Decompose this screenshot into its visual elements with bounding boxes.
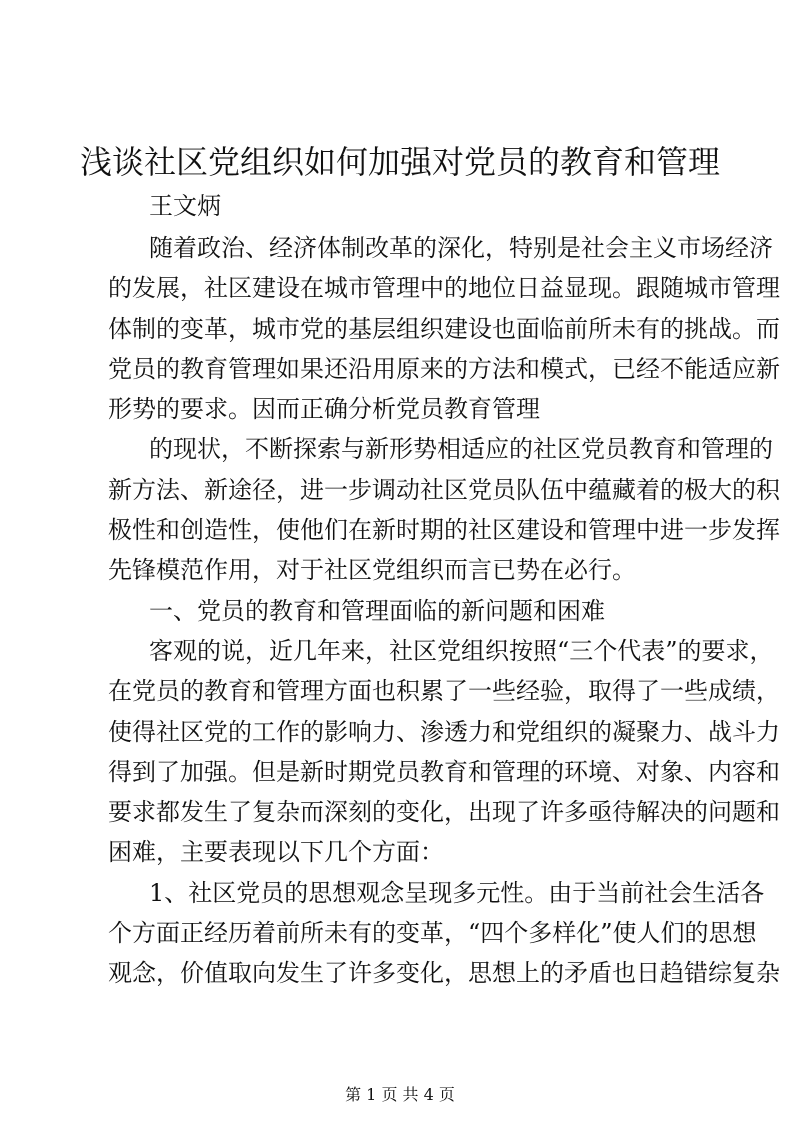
paragraph-line: 先锋模范作用，对于社区党组织而言已势在必行。: [108, 556, 636, 585]
paragraph-line: 形势的要求。因而正确分析党员教育管理: [108, 395, 540, 424]
paragraph-line: 困难，主要表现以下几个方面：: [108, 838, 444, 867]
paragraph-line: 的发展，社区建设在城市管理中的地位日益显现。跟随城市管理: [108, 274, 780, 303]
paragraph-line: 个方面正经历着前所未有的变革，“四个多样化”使人们的思想: [108, 919, 757, 948]
paragraph-line: 随着政治、经济体制改革的深化，特别是社会主义市场经济: [149, 234, 773, 262]
paragraph-line: 使得社区党的工作的影响力、渗透力和党组织的凝聚力、战斗力: [108, 717, 780, 746]
paragraph-line: 要求都发生了复杂而深刻的变化，出现了许多亟待解决的问题和: [108, 798, 780, 827]
paragraph-line: 得到了加强。但是新时期党员教育和管理的环境、对象、内容和: [108, 757, 780, 786]
paragraph-line: 党员的教育管理如果还沿用原来的方法和模式，已经不能适应新: [108, 354, 780, 383]
paragraph-line: 客观的说，近几年来，社区党组织按照“三个代表”的要求，: [149, 636, 774, 665]
paragraph-line: 的现状，不断探索与新形势相适应的社区党员教育和管理的: [149, 435, 773, 464]
paragraph-line: 新方法、新途径，进一步调动社区党员队伍中蕴藏着的极大的积: [108, 475, 780, 504]
paragraph-line: 极性和创造性，使他们在新时期的社区建设和管理中进一步发挥: [108, 516, 780, 545]
paragraph-line: 在党员的教育和管理方面也积累了一些经验，取得了一些成绩，: [108, 677, 780, 706]
paragraph-line: 观念，价值取向发生了许多变化，思想上的矛盾也日趋错综复杂: [108, 959, 780, 988]
paragraph-line: 体制的变革，城市党的基层组织建设也面临前所未有的挑战。而: [108, 314, 780, 343]
page-footer: 第 1 页 共 4 页: [345, 1085, 455, 1104]
paragraph-line: 1、社区党员的思想观念呈现多元性。由于当前社会生活各: [149, 878, 765, 907]
author-name: 王文炳: [149, 192, 221, 220]
document-body: [108, 228, 780, 994]
document-title: 浅谈社区党组织如何加强对党员的教育和管理: [79, 143, 720, 181]
section-heading: 一、党员的教育和管理面临的新问题和困难: [149, 596, 605, 625]
